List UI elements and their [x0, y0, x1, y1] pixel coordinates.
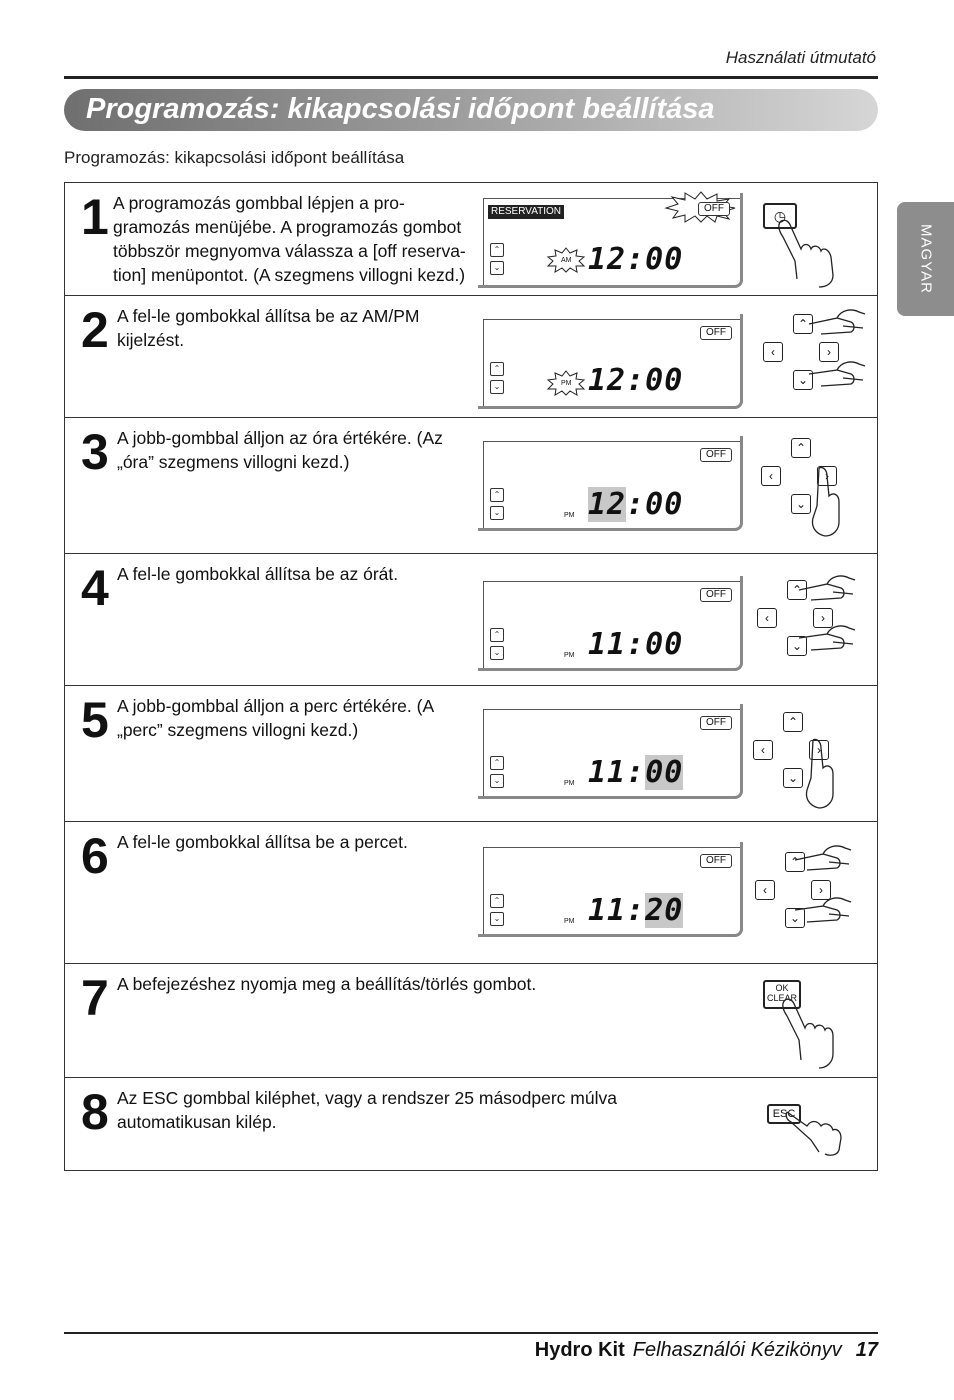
am-pm-indicator: PM	[564, 652, 575, 659]
lcd-display	[478, 576, 743, 671]
pressing-hand-icon	[807, 360, 867, 396]
step-number: 4	[81, 560, 109, 616]
down-arrow-icon: ⌄	[490, 380, 504, 394]
lcd-display	[478, 704, 743, 799]
am-pm-indicator: PM	[564, 512, 575, 519]
minute-segment: :00	[626, 487, 684, 522]
hour-segment: 11:	[588, 893, 646, 928]
minute-segment: 00	[645, 755, 684, 790]
pressing-hand-icon	[781, 998, 837, 1070]
minute-segment: 20	[645, 893, 684, 928]
am-pm-indicator: PM	[561, 380, 572, 387]
time-readout	[588, 894, 683, 928]
step-text: A jobb-gombbal álljon az óra értékére. (Az „óra” szegmens villogni kezd.)	[117, 428, 443, 472]
off-indicator: OFF	[700, 326, 732, 340]
time-readout: 11:00	[588, 627, 684, 662]
lcd-display	[478, 436, 743, 531]
off-indicator: OFF	[700, 716, 732, 730]
section-subtitle: Programozás: kikapcsolási időpont beállítása	[64, 148, 405, 167]
top-rule	[64, 76, 878, 79]
am-pm-indicator: AM	[561, 257, 572, 264]
up-key-icon: ⌃	[787, 580, 807, 600]
off-indicator: OFF	[700, 588, 732, 602]
step-number: 6	[81, 828, 109, 884]
down-arrow-icon: ⌄	[490, 261, 504, 275]
up-arrow-icon: ⌃	[490, 628, 504, 642]
up-arrow-icon: ⌃	[490, 756, 504, 770]
right-key-icon: ›	[817, 466, 837, 486]
pressing-hand-icon	[777, 219, 837, 289]
lcd-display	[478, 842, 743, 937]
right-key-icon: ›	[819, 342, 839, 362]
step-7	[65, 963, 877, 1077]
up-key-icon: ⌃	[793, 314, 813, 334]
pressing-hand-icon	[797, 624, 857, 660]
step-number: 7	[81, 970, 109, 1026]
step-number: 8	[81, 1084, 109, 1140]
left-key-icon: ‹	[761, 466, 781, 486]
up-arrow-icon: ⌃	[490, 894, 504, 908]
step-number: 1	[81, 189, 109, 245]
step-number: 3	[81, 424, 109, 480]
step-text: A jobb-gombbal álljon a perc értékére. (A „perc” szegmens villogni kezd.)	[117, 696, 434, 740]
down-arrow-icon: ⌄	[490, 646, 504, 660]
step-text: A fel-le gombokkal állítsa be az AM/PM kijelzést.	[117, 306, 420, 350]
time-readout: 12:00	[588, 242, 684, 277]
step-4	[65, 553, 877, 685]
step-text: Az ESC gombbal kiléphet, vagy a rendszer 25 másodperc múlva automatikusan kilép.	[117, 1088, 617, 1132]
step-8	[65, 1077, 877, 1170]
footer-rule	[64, 1332, 878, 1334]
pressing-hand-icon	[807, 304, 867, 340]
steps-table	[64, 182, 878, 1171]
section-title-bar	[64, 89, 878, 131]
down-key-icon: ⌄	[791, 494, 811, 514]
step-3	[65, 417, 877, 553]
am-pm-indicator: PM	[564, 918, 575, 925]
ok-key-label: OK	[775, 983, 789, 993]
up-key-icon: ⌃	[791, 438, 811, 458]
up-key-icon: ⌃	[785, 852, 805, 872]
footer-doc-title: Felhasználói Kézikönyv	[632, 1339, 842, 1361]
time-readout: 12:00	[588, 363, 684, 398]
right-key-icon: ›	[811, 880, 831, 900]
section-title: Programozás: kikapcsolási időpont beállítása	[86, 93, 715, 125]
pressing-hand-icon	[807, 466, 843, 538]
language-tab	[897, 202, 954, 316]
am-pm-indicator: PM	[564, 780, 575, 787]
language-tab-label: MAGYAR	[917, 224, 934, 294]
timer-button: ◷	[763, 203, 797, 229]
down-key-icon: ⌄	[783, 768, 803, 788]
clear-key-label: CLEAR	[766, 993, 797, 1003]
lcd-display	[478, 314, 743, 409]
step-number: 2	[81, 302, 109, 358]
page-footer	[535, 1339, 878, 1362]
reservation-label: RESERVATION	[488, 205, 564, 219]
pressing-hand-icon	[785, 1110, 845, 1158]
down-key-icon: ⌄	[793, 370, 813, 390]
left-key-icon: ‹	[757, 608, 777, 628]
hour-segment: 12	[588, 487, 627, 522]
left-key-icon: ‹	[763, 342, 783, 362]
time-readout	[588, 488, 683, 522]
step-2	[65, 295, 877, 417]
step-text: A fel-le gombokkal állítsa be a percet.	[117, 832, 408, 852]
step-text: A programozás gombbal lépjen a pro-gramozás menüjébe. A programozás gombot többször megnyomva válassza a [off reserva-tion] menüpontot. (A szegmens villogni kezd.)	[113, 193, 466, 285]
pressing-hand-icon	[793, 840, 853, 876]
down-key-icon: ⌄	[787, 636, 807, 656]
step-text: A fel-le gombokkal állítsa be az órát.	[117, 564, 399, 584]
right-key-icon: ›	[813, 608, 833, 628]
down-arrow-icon: ⌄	[490, 912, 504, 926]
hour-segment: 11:	[588, 755, 646, 790]
left-key-icon: ‹	[753, 740, 773, 760]
off-indicator: OFF	[700, 448, 732, 462]
esc-button-icon: ESC	[767, 1104, 801, 1124]
page-number: 17	[855, 1339, 878, 1361]
step-5	[65, 685, 877, 821]
footer-brand: Hydro Kit	[534, 1339, 625, 1361]
running-header: Használati útmutató	[725, 48, 876, 67]
up-arrow-icon: ⌃	[490, 488, 504, 502]
step-number: 5	[81, 692, 109, 748]
up-arrow-icon: ⌃	[490, 362, 504, 376]
step-1	[65, 183, 877, 295]
off-indicator: OFF	[698, 202, 730, 216]
pressing-hand-icon	[793, 896, 853, 932]
step-6	[65, 821, 877, 963]
off-indicator: OFF	[700, 854, 732, 868]
lcd-display	[478, 193, 743, 288]
up-arrow-icon: ⌃	[490, 243, 504, 257]
right-key-icon: ›	[809, 740, 829, 760]
left-key-icon: ‹	[755, 880, 775, 900]
time-readout	[588, 756, 683, 790]
up-key-icon: ⌃	[783, 712, 803, 732]
pressing-hand-icon	[797, 570, 857, 606]
down-key-icon: ⌄	[785, 908, 805, 928]
down-arrow-icon: ⌄	[490, 506, 504, 520]
down-arrow-icon: ⌄	[490, 774, 504, 788]
step-text: A befejezéshez nyomja meg a beállítás/törlés gombot.	[117, 974, 537, 994]
pressing-hand-icon	[801, 738, 837, 810]
